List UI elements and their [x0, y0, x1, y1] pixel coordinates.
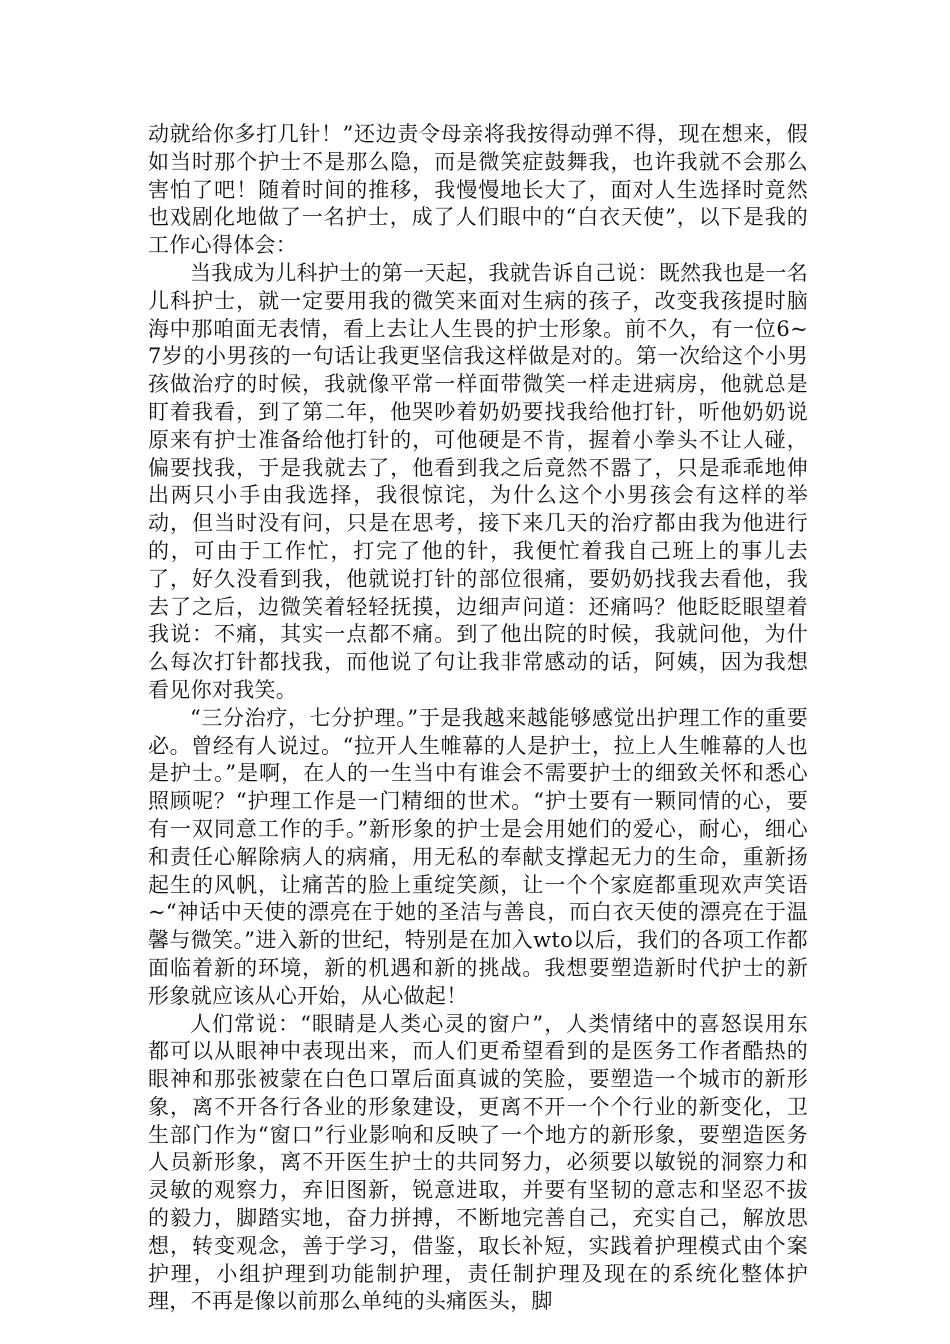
paragraph-3: “三分治疗，七分护理。”于是我越来越能够感觉出护理工作的重要必。曾经有人说过。“拉开人生帷幕的人是护士，拉上人生帷幕的人也是护士。”是啊，在人的一生当中有谁会不需要护士的细致关怀和悉心照顾呢？“护理工作是一门精细的世术。“护士要有一颗同情的心，要有一双同意工作的手。”新形象的护士是会用她们的爱心，耐心，细心和责任心解除病人的病痛，用无私的奉献支撑起无力的生命，重新扬起生的风帆，让痛苦的脸上重绽笑颜，让一个个家庭都重现欢声笑语~“神话中天使的漂亮在于她的圣洁与善良，而白衣天使的漂亮在于温馨与微笑。”进入新的世纪，特别是在加入wto以后，我们的各项工作都面临着新的环境，新的机遇和新的挑战。我想要塑造新时代护士的新形象就应该从心开始，从心做起！ — [148, 705, 808, 1008]
body-text — [148, 121, 808, 1316]
paragraph-4: 人们常说：“眼睛是人类心灵的窗户”，人类情绪中的喜怒误用东都可以从眼神中表现出来，而人们更希望看到的是医务工作者酷热的眼神和那张被蒙在白色口罩后面真诚的笑脸，要塑造一个城市的新形象，离不开各行各业的形象建设，更离不开一个个行业的新变化，卫生部门作为“窗口”行业影响和反映了一个地方的新形象，要塑造医务人员新形象，离不开医生护士的共同努力，必须要以敏锐的洞察力和灵敏的观察力，弃旧图新，锐意进取，并要有坚韧的意志和坚忍不拔的毅力，脚踏实地，奋力拼搏，不断地完善自己，充实自己，解放思想，转变观念，善于学习，借鉴，取长补短，实践着护理模式由个案护理，小组护理到功能制护理，责任制护理及现在的系统化整体护理，不再是像以前那么单纯的头痛医头，脚 — [148, 1011, 808, 1314]
paragraph-1: 动就给你多打几针！”还边责令母亲将我按得动弹不得，现在想来，假如当时那个护士不是那么隐，而是微笑症鼓舞我，也许我就不会那么害怕了吧！随着时间的推移，我慢慢地长大了，面对人生选择时竟然也戏剧化地做了一名护士，成了人们眼中的“白衣天使”，以下是我的工作心得体会： — [148, 122, 808, 258]
paragraph-2: 当我成为儿科护士的第一天起，我就告诉自己说：既然我也是一名儿科护士，就一定要用我的微笑来面对生病的孩子，改变我孩提时脑海中那咱面无表情，看上去让人生畏的护士形象。前不久，有一位6~7岁的小男孩的一句话让我更坚信我这样做是对的。第一次给这个小男孩做治疗的时候，我就像平常一样面带微笑一样走进病房，他就总是盯着我看，到了第二年，他哭吵着奶奶要找我给他打针，听他奶奶说原来有护士准备给他打针的，可他硬是不肯，握着小拳头不让人碰，偏要找我，于是我就去了，他看到我之后竟然不嚣了，只是乖乖地伸出两只小手由我选择，我很惊诧，为什么这个小男孩会有这样的举动，但当时没有问，只是在思考，接下来几天的治疗都由我为他进行的，可由于工作忙，打完了他的针，我便忙着我自己班上的事儿去了，好久没看到我，他就说打针的部位很痛，要奶奶找我去看他，我去了之后，边微笑着轻轻抚摸，边细声问道：还痛吗？他眨眨眼望着我说：不痛，其实一点都不痛。到了他出院的时候，我就问他，为什么每次打针都找我，而他说了句让我非常感动的话，阿姨，因为我想看见你对我笑。 — [148, 260, 808, 702]
